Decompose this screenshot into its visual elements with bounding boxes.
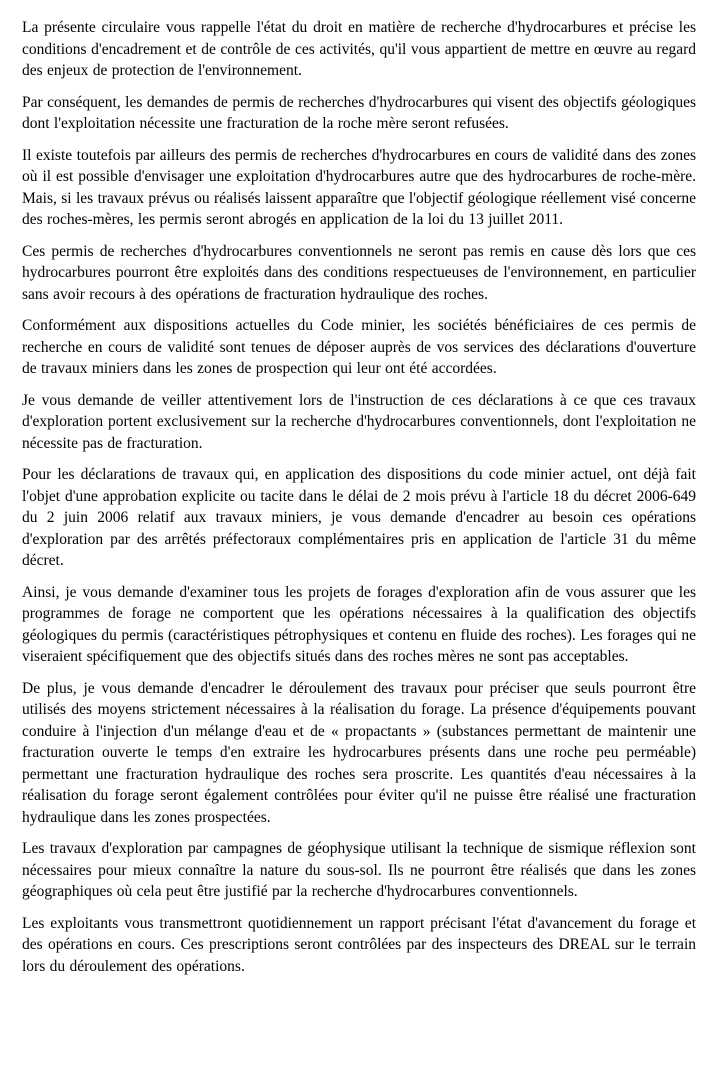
paragraph-intro: La présente circulaire vous rappelle l'état du droit en matière de recherche d'hydrocarbures et précise les conditions d'encadrement et de contrôle de ces activités, qu'il vous appartient de mettre en œuvre au regard des enjeux de protection de l'environnement. [22,19,696,79]
paragraph-declarations-approuvees: Pour les déclarations de travaux qui, en application des dispositions du code minier actuel, ont déjà fait l'objet d'une approbation explicite ou tacite dans le délai de 2 mois prévu à l'article 18 du décret 2006-649 du 2 juin 2006 relatif aux travaux miniers, je vous demande d'encadrer au besoin ces opérations d'exploration par des arrêtés préfectoraux complémentaires pris en application de l'article 31 du même décret. [22,466,696,569]
paragraph-geophysique: Les travaux d'exploration par campagnes de géophysique utilisant la technique de sismique réflexion sont nécessaires pour mieux connaître la nature du sous-sol. Ils ne pourront être réalisés que dans les zones géographiques où cela peut être justifié par la recherche d'hydrocarbures conventionnels. [22,840,696,900]
paragraph-encadrement-travaux: De plus, je vous demande d'encadrer le déroulement des travaux pour préciser que seuls pourront être utilisés des moyens strictement nécessaires à la réalisation du forage. La présence d'équipements pouvant conduire à l'injection d'un mélange d'eau et de « propactants » (substances permettant de maintenir une fracturation ouverte le temps d'en extraire les hydrocarbures présents dans une roche peu perméable) permettant une fracturation hydraulique des roches sera proscrite. Les quantités d'eau nécessaires à la réalisation du forage seront également contrôlées pour éviter qu'il ne puisse être réalisé une fracturation hydraulique dans les zones prospectées. [22,679,696,826]
paragraph-rapport-dreal: Les exploitants vous transmettront quotidiennement un rapport précisant l'état d'avancement du forage et des opérations en cours. Ces prescriptions seront contrôlées par des inspecteurs des DREAL sur le terrain lors du déroulement des opérations. [22,914,696,975]
paragraph-refus-permis: Par conséquent, les demandes de permis de recherches d'hydrocarbures qui visent des objectifs géologiques dont l'exploitation nécessite une fracturation de la roche mère seront refusées. [22,93,696,132]
paragraph-permis-conventionnels: Ces permis de recherches d'hydrocarbures conventionnels ne seront pas remis en cause dès lors que ces hydrocarbures pourront être exploités dans des conditions respectueuses de l'environnement, en particulier sans avoir recours à des opérations de fracturation hydraulique des roches. [22,242,696,303]
paragraph-code-minier: Conformément aux dispositions actuelles du Code minier, les sociétés bénéficiaires de ces permis de recherche en cours de validité sont tenues de déposer auprès de vos services des déclarations d'ouverture de travaux miniers dans les zones de prospection qui leur ont été accordées. [22,317,696,377]
paragraph-examen-forages: Ainsi, je vous demande d'examiner tous les projets de forages d'exploration afin de vous assurer que les programmes de forage ne comportent que les opérations nécessaires à la qualification des objectifs géologiques du permis (caractéristiques pétrophysiques et contenu en fluide des roches). Les forages qui ne viseraient spécifiquement que des objectifs situés dans des roches mères ne sont pas acceptables. [22,583,696,665]
paragraph-permis-en-validite: Il existe toutefois par ailleurs des permis de recherches d'hydrocarbures en cours de validité dans des zones où il est possible d'envisager une exploitation d'hydrocarbures autre que des hydrocarbures de roche-mère. Mais, si les travaux prévus ou réalisés laissent apparaître que l'objectif géologique réellement visé concerne des roches-mères, les permis seront abrogés en application de la loi du 13 juillet 2011. [22,146,696,228]
paragraph-instruction-declarations: Je vous demande de veiller attentivement lors de l'instruction de ces déclarations à ce que ces travaux d'exploration portent exclusivement sur la recherche d'hydrocarbures conventionnels, dont l'exploitation ne nécessite pas de fracturation. [22,391,696,452]
